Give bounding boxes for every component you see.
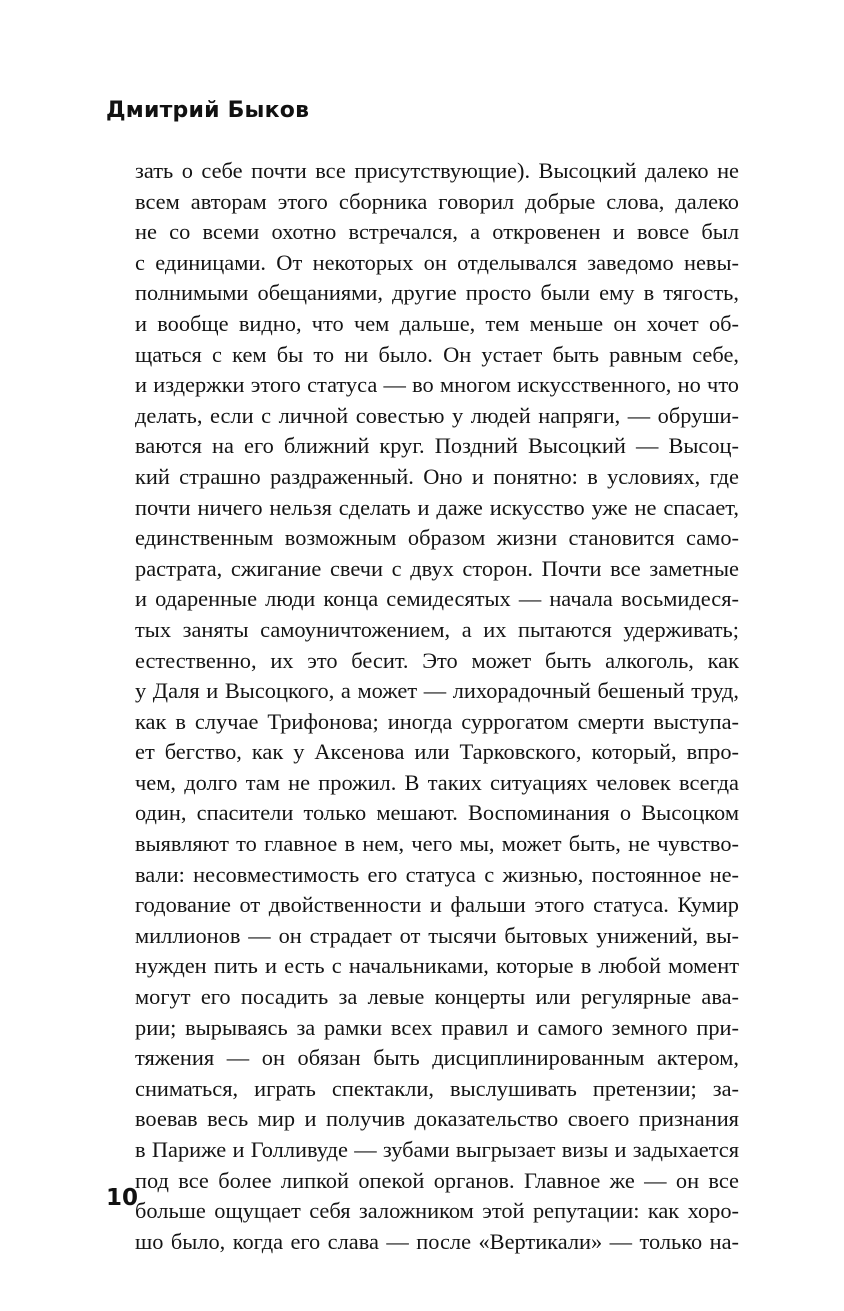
text-line: шо было, когда его слава — после «Вертикали» — только на- xyxy=(135,1228,739,1254)
text-line: нужден пить и есть с начальниками, которые в любой момент xyxy=(135,953,739,979)
body-text xyxy=(135,156,739,1257)
text-line: могут его посадить за левые концерты или регулярные ава- xyxy=(135,984,739,1010)
text-line: рии; вырываясь за рамки всех правил и самого земного при- xyxy=(135,1014,739,1040)
text-line: ваются на его ближний круг. Поздний Высоцкий — Высоц- xyxy=(135,433,739,459)
text-line: сниматься, играть спектакли, выслушивать претензии; за- xyxy=(135,1075,739,1101)
text-line: не со всеми охотно встречался, а откровенен и вовсе был xyxy=(135,219,739,245)
text-line: естественно, их это бесит. Это может быть алкоголь, как xyxy=(135,647,739,673)
text-line: чем, долго там не прожил. В таких ситуациях человек всегда xyxy=(135,769,739,795)
text-line: кий страшно раздраженный. Оно и понятно: в условиях, где xyxy=(135,463,739,489)
text-line: и издержки этого статуса — во многом искусственного, но что xyxy=(135,372,739,398)
text-line: полнимыми обещаниями, другие просто были ему в тягость, xyxy=(135,280,739,306)
text-line: с единицами. От некоторых он отделывался заведомо невы- xyxy=(135,249,739,275)
text-line: выявляют то главное в нем, чего мы, может быть, не чувство- xyxy=(135,831,739,857)
text-line: делать, если с личной совестью у людей напряги, — обруши- xyxy=(135,402,739,428)
running-head-author: Дмитрий Быков xyxy=(106,98,310,123)
text-line: тых заняты самоуничтожением, а их пытаются удерживать; xyxy=(135,616,739,642)
text-line: единственным возможным образом жизни становится само- xyxy=(135,525,739,551)
text-line: зать о себе почти все присутствующие). Высоцкий далеко не xyxy=(135,158,739,183)
text-line: почти ничего нельзя сделать и даже искусство уже не спасает, xyxy=(135,494,739,520)
text-line: больше ощущает себя заложником этой репутации: как хоро- xyxy=(135,1198,739,1224)
text-line: воевав весь мир и получив доказательство своего признания xyxy=(135,1106,739,1132)
text-line: и вообще видно, что чем дальше, тем меньше он хочет об- xyxy=(135,310,739,336)
text-line: щаться с кем бы то ни было. Он устает быть равным себе, xyxy=(135,341,739,367)
page-number: 10 xyxy=(106,1185,139,1211)
text-line: у Даля и Высоцкого, а может — лихорадочный бешеный труд, xyxy=(135,678,739,704)
text-line: вали: несовместимость его статуса с жизнью, постоянное не- xyxy=(135,861,739,887)
text-line: в Париже и Голливуде — зубами выгрызает визы и задыхается xyxy=(135,1137,739,1162)
text-line: растрата, сжигание свечи с двух сторон. Почти все заметные xyxy=(135,555,739,581)
text-line: под все более липкой опекой органов. Главное же — он все xyxy=(135,1167,739,1193)
text-line: ет бегство, как у Аксенова или Тарковского, который, впро- xyxy=(135,739,739,765)
text-line: один, спасители только мешают. Воспоминания о Высоцком xyxy=(135,800,739,826)
text-line: годование от двойственности и фальши этого статуса. Кумир xyxy=(135,892,739,918)
text-line: тяжения — он обязан быть дисциплинированным актером, xyxy=(135,1045,739,1071)
text-line: миллионов — он страдает от тысячи бытовых унижений, вы- xyxy=(135,922,739,948)
text-line: всем авторам этого сборника говорил добрые слова, далеко xyxy=(135,188,739,214)
text-line: как в случае Трифонова; иногда суррогатом смерти выступа- xyxy=(135,708,739,734)
text-line: и одаренные люди конца семидесятых — начала восьмидеся- xyxy=(135,586,739,612)
